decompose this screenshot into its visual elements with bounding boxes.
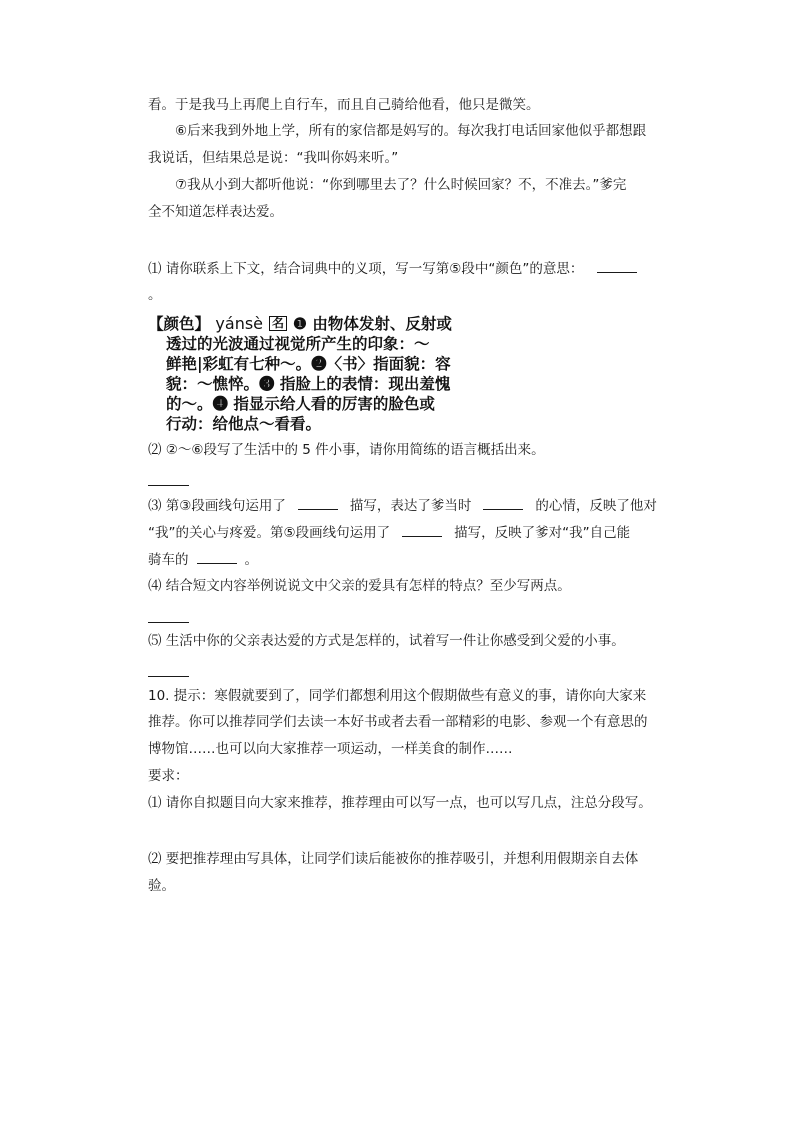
question-4: ⑷ 结合短文内容举例说说文中父亲的爱具有怎样的特点？至少写两点。 [148,578,571,594]
answer-blank[interactable] [402,522,442,537]
question-1-text: ⑴ 请你联系上下文，结合词典中的义项，写一写第⑤段中“颜色”的意思： [148,261,584,277]
question-10-line-3: 博物馆……也可以向大家推荐一项运动，一样美食的制作…… [148,741,513,757]
answer-blank[interactable] [197,549,237,564]
question-3-text: ⑶ 第③段画线句运用了 [148,498,286,514]
answer-blank[interactable] [597,258,637,273]
question-3-text: 描写，表达了爹当时 [349,498,472,514]
answer-blank[interactable] [483,495,523,510]
paragraph-6-line-1: ⑥后来我到外地上学，所有的家信都是妈写的。每次我打电话回家他似乎都想跟 [175,123,647,139]
question-3-line-3 [148,549,258,570]
question-3-text: “我”的关心与疼爱。第⑤段画线句运用了 [148,525,391,541]
answer-blank[interactable] [298,495,338,510]
question-3-text: 骑车的 [148,552,189,568]
paragraph-6-line-2: 我说话，但结果总是说：“我叫你妈来听。” [148,150,399,166]
answer-line[interactable] [148,485,189,486]
requirement-2-line-2: 验。 [148,878,175,894]
answer-line[interactable] [148,676,189,677]
question-3-line-2 [148,522,630,543]
passage-line: 看。于是我马上再爬上自行车，而且自己骑给他看，他只是微笑。 [148,97,540,113]
question-3-text: 。 [244,552,258,568]
question-1 [148,258,643,279]
paragraph-7-line-1: ⑦我从小到大都听他说：“你到哪里去了？什么时候回家？不，不准去。”爹完 [175,177,627,193]
question-5: ⑸ 生活中你的父亲表达爱的方式是怎样的，试着写一件让你感受到父爱的小事。 [148,633,625,649]
dict-line: 透过的光波通过视觉所产生的印象：～ [166,334,430,353]
question-1-end: 。 [148,287,162,303]
requirements-label: 要求： [148,768,189,784]
question-10-line-2: 推荐。你可以推荐同学们去读一本好书或者去看一部精彩的电影、参观一个有意思的 [148,714,648,730]
dict-pinyin: yánsè [215,314,264,333]
answer-line[interactable] [148,622,189,623]
dict-line: 的～。❹ 指显示给人看的厉害的脸色或 [166,394,435,413]
question-3-line-1 [148,495,657,516]
dict-pos-tag: 名 [269,316,287,331]
requirement-2-line-1: ⑵ 要把推荐理由写具体，让同学们读后能被你的推荐吸引，并想利用假期亲自去体 [148,851,639,867]
dict-line: 貌：～憔悴。❸ 指脸上的表情：现出羞愧 [166,374,451,393]
dict-definition-1: ❶ 由物体发射、反射或 [293,314,452,333]
dictionary-entry [148,313,578,435]
dict-line: 鲜艳|彩虹有七种～。❷〈书〉指面貌：容 [166,354,451,373]
paragraph-7-line-2: 全不知道怎样表达爱。 [148,204,283,220]
question-3-text: 描写，反映了爹对“我”自己能 [454,525,631,541]
requirement-1: ⑴ 请你自拟题目向大家来推荐，推荐理由可以写一点，也可以写几点，注总分段写。 [148,795,652,811]
question-10-line-1: 10. 提示：寒假就要到了，同学们都想利用这个假期做些有意义的事，请你向大家来 [148,688,647,704]
dict-line: 行动：给他点～看看。 [166,414,322,433]
dict-headword: 【颜色】 [148,314,211,333]
question-3-text: 的心情，反映了他对 [535,498,657,514]
question-2: ⑵ ②～⑥段写了生活中的 5 件小事，请你用简练的语言概括出来。 [148,442,545,458]
